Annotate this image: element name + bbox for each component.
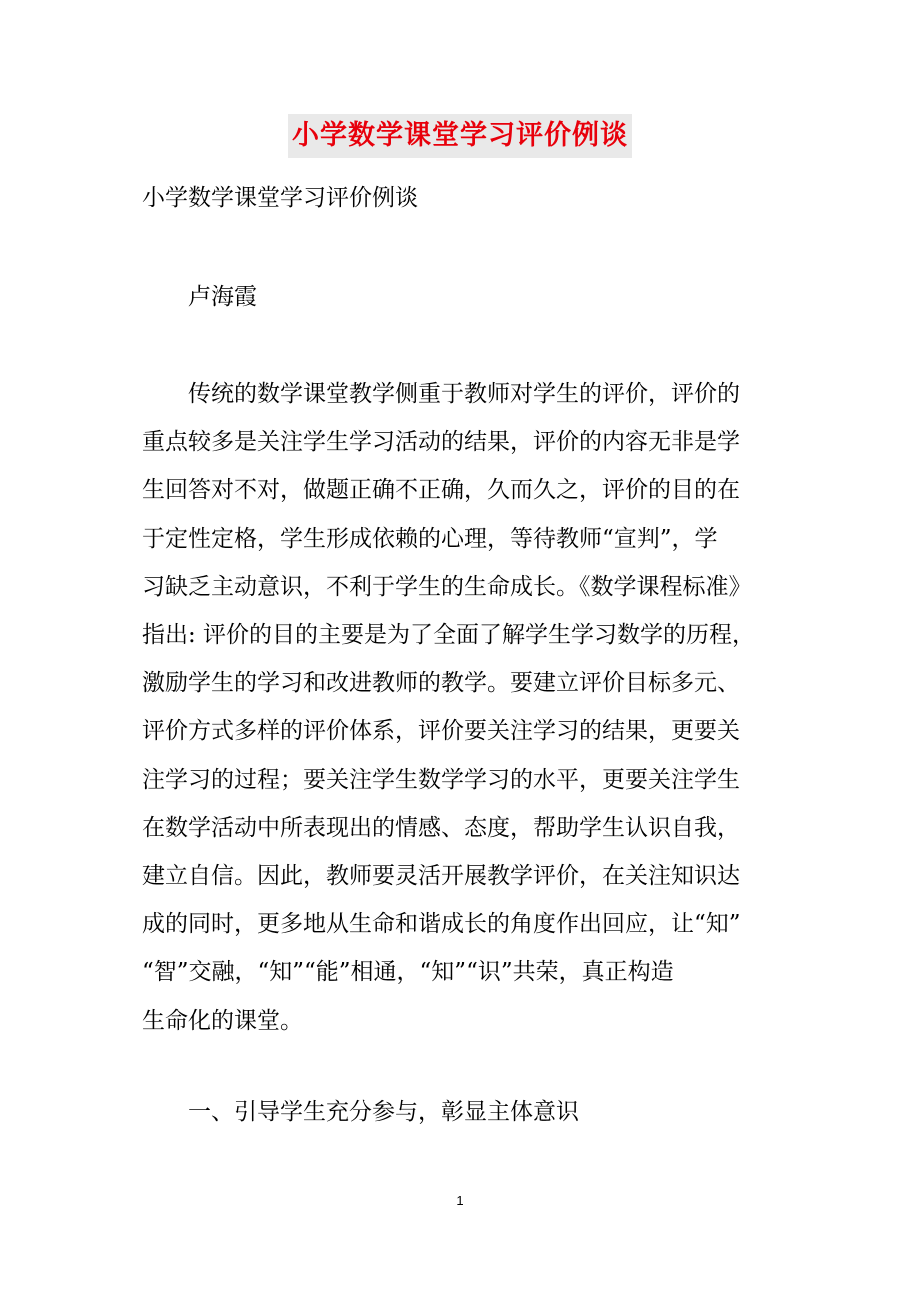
paragraph-line: 注学习的过程；要关注学生数学学习的水平，更要关注学生 [142, 766, 740, 793]
paragraph-line: 成的同时，更多地从生命和谐成长的角度作出回应，让“知” [142, 911, 741, 938]
page-number: 1 [456, 1193, 464, 1208]
paragraph-line: 生命化的课堂。 [142, 1007, 303, 1034]
document-title-text: 小学数学课堂学习评价例谈 [288, 114, 632, 158]
paragraph-line: 在数学活动中所表现出的情感、态度，帮助学生认识自我， [142, 814, 740, 841]
paragraph-line: 重点较多是关注学生学习活动的结果，评价的内容无非是学 [142, 429, 740, 456]
article-title: 小学数学课堂学习评价例谈 [142, 185, 418, 211]
paragraph-line: 指出: 评价的目的主要是为了全面了解学生学习数学的历程， [142, 622, 756, 649]
body-paragraph [142, 370, 782, 1045]
paragraph-line: 传统的数学课堂教学侧重于教师对学生的评价，评价的 [188, 381, 740, 407]
paragraph-line: 评价方式多样的评价体系，评价要关注学习的结果，更要关 [142, 718, 740, 745]
paragraph-line: 于定性定格，学生形成依赖的心理，等待教师“宣判”，学 [142, 525, 718, 552]
author-name: 卢海霞 [188, 284, 257, 310]
document-title [0, 114, 920, 161]
paragraph-line: 习缺乏主动意识，不利于学生的生命成长。《数学课程标准》 [142, 573, 752, 600]
section-heading: 一、引导学生充分参与，彰显主体意识 [188, 1099, 579, 1125]
paragraph-line: 激励学生的学习和改进教师的教学。要建立评价目标多元、 [142, 670, 740, 697]
paragraph-line: 建立自信。因此，教师要灵活开展教学评价，在关注知识达 [142, 863, 740, 890]
paragraph-line: “智”交融，“知”“能”相通，“知”“识”共荣，真正构造 [142, 959, 674, 986]
paragraph-line: 生回答对不对，做题正确不正确，久而久之，评价的目的在 [142, 477, 740, 504]
